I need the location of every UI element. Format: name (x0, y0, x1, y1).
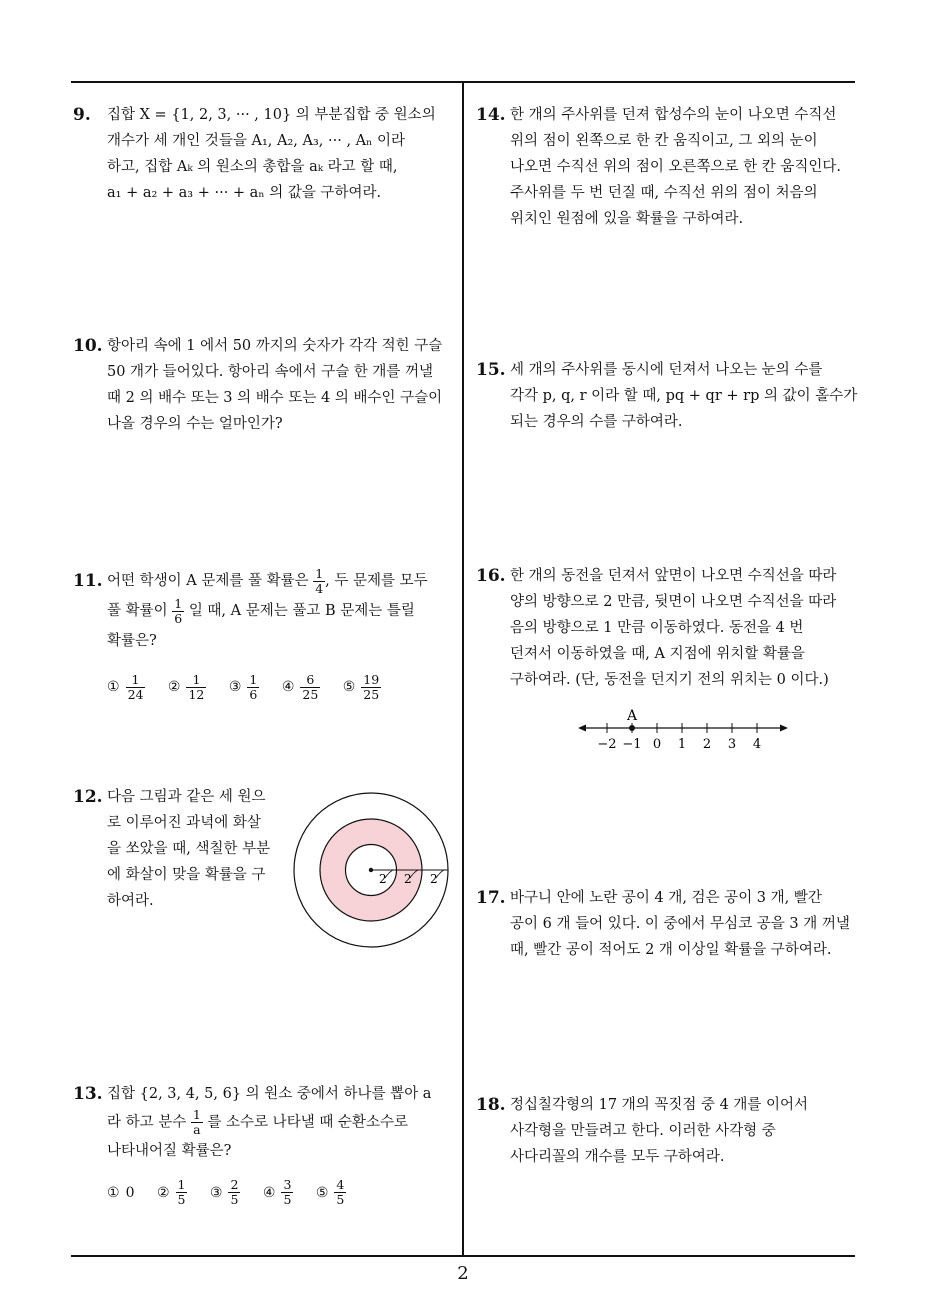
fraction (191, 1108, 203, 1137)
problem-number: 12. (73, 787, 103, 807)
point-a-label: A (626, 708, 638, 724)
problem-text (107, 1080, 431, 1165)
radius-label: 2 (404, 872, 412, 886)
text-span: 라 하고 분수 (107, 1114, 187, 1131)
denominator: 25 (363, 686, 380, 702)
text-line: 되는 경우의 수를 구하여라. (510, 414, 683, 430)
text-line: a₁ + a₂ + a₃ + ··· + aₙ 의 값을 구하여라. (107, 185, 382, 201)
problem-text (510, 563, 836, 693)
problem-number: 17. (476, 888, 506, 908)
numerator: 3 (283, 1177, 292, 1192)
choice-5[interactable] (343, 672, 381, 702)
text-line: 하여라. (107, 893, 154, 909)
fraction (247, 673, 259, 702)
problem-text (107, 566, 428, 656)
choice-mark: ② (167, 679, 181, 695)
text-line: 한 개의 주사위를 던져 합성수의 눈이 나오면 수직선 (510, 107, 837, 123)
text-line: 을 쏘았을 때, 색칠한 부분 (107, 841, 271, 857)
tick-label: −2 (597, 737, 617, 752)
fraction (172, 597, 184, 626)
radius-label: 2 (379, 872, 387, 886)
problem-text (107, 333, 442, 437)
text-line: 하고, 집합 Aₖ 의 원소의 총합을 aₖ 라고 할 때, (107, 159, 398, 175)
numerator: 1 (192, 1107, 201, 1122)
choice-mark: ③ (209, 1184, 223, 1201)
text-line: 때 2 의 배수 또는 3 의 배수 또는 4 의 배수인 구슬이 (107, 390, 443, 406)
text-line: 음의 방향으로 1 만큼 이동하였다. 동전을 4 번 (510, 620, 804, 636)
text-line: 주사위를 두 번 던질 때, 수직선 위의 점이 처음의 (510, 185, 818, 201)
text-line: 정십칠각형의 17 개의 꼭짓점 중 4 개를 이어서 (510, 1097, 809, 1113)
text-line: 던져서 이동하였을 때, A 지점에 위치할 확률을 (510, 646, 805, 662)
text-line: 집합 X = {1, 2, 3, ··· , 10} 의 부분집합 중 원소의 (107, 107, 436, 123)
text-line: 한 개의 동전을 던져서 앞면이 나오면 수직선을 따라 (510, 568, 837, 584)
numerator: 1 (186, 673, 206, 688)
text-line: 에 화살이 맞을 확률을 구 (107, 867, 266, 883)
text-line (107, 566, 428, 596)
numerator: 6 (300, 673, 320, 688)
text-line: 공이 6 개 들어 있다. 이 중에서 무심코 공을 3 개 꺼낼 (510, 916, 850, 932)
denominator: 12 (188, 686, 205, 702)
denominator: 5 (230, 1192, 239, 1207)
text-line: 때, 빨간 공이 적어도 2 개 이상일 확률을 구하여라. (510, 942, 832, 958)
denominator: 5 (177, 1192, 186, 1207)
choice-mark: ① (107, 1184, 120, 1201)
choice-5[interactable] (316, 1178, 347, 1207)
fraction (186, 673, 206, 702)
text-line: 사다리꼴의 개수를 모두 구하여라. (510, 1149, 725, 1165)
choice-4[interactable] (282, 672, 320, 702)
numerator: 1 (174, 595, 183, 611)
denominator: 24 (127, 686, 144, 702)
text-line: 50 개가 들어있다. 항아리 속에서 구슬 한 개를 꺼낼 (107, 364, 434, 380)
text-line: 개수가 세 개인 것들을 A₁, A₂, A₃, ··· , Aₙ 이라 (107, 133, 406, 149)
text-line: 위치인 원점에 있을 확률을 구하여라. (510, 211, 744, 227)
numerator: 19 (363, 671, 380, 687)
problem-number: 14. (476, 105, 506, 125)
text-line: 사각형을 만들려고 한다. 이러한 사각형 중 (510, 1123, 776, 1139)
number-line (574, 704, 794, 754)
denominator: 5 (336, 1192, 345, 1207)
choice-mark: ③ (228, 679, 242, 695)
problem-text (107, 102, 436, 206)
problem-number: 13. (73, 1084, 103, 1104)
text-line: 세 개의 주사위를 동시에 던져서 나오는 눈의 수를 (510, 362, 823, 378)
right-arrow (780, 725, 788, 732)
fraction (313, 567, 325, 596)
text-line: 구하여라. (단, 동전을 던지기 전의 위치는 0 이다.) (510, 672, 829, 688)
tick-label: 1 (677, 737, 687, 752)
problem-number: 11. (73, 571, 103, 591)
choice-2[interactable] (168, 672, 206, 702)
bottom-rule (71, 1255, 855, 1257)
tick-label: 3 (727, 737, 737, 752)
text-line (107, 596, 428, 626)
tick-label: 4 (752, 737, 762, 752)
problem-number: 15. (476, 360, 506, 380)
radius-label: 2 (430, 872, 438, 886)
answer-choices (107, 1178, 364, 1207)
choice-2[interactable] (157, 1178, 188, 1207)
column-divider (462, 82, 464, 1255)
numerator: 1 (177, 1177, 186, 1192)
denominator: 6 (249, 686, 258, 702)
choice-3[interactable] (210, 1178, 241, 1207)
text-span: 풀 확률이 (107, 603, 168, 619)
numerator: 4 (336, 1177, 345, 1192)
point-a-dot (629, 725, 635, 731)
problem-number: 10. (73, 336, 103, 356)
numerator: 1 (315, 565, 324, 581)
choice-3[interactable] (229, 672, 260, 702)
text-line: 확률은? (107, 633, 157, 649)
denominator: 4 (315, 580, 324, 596)
text-line: 나오면 수직선 위의 점이 오른쪽으로 한 칸 움직인다. (510, 159, 842, 175)
fraction (228, 1178, 240, 1207)
text-line: 나올 경우의 수는 얼마인가? (107, 416, 283, 432)
problem-number: 9. (73, 105, 91, 125)
tick-label: 0 (652, 737, 662, 752)
text-line: 바구니 안에 노란 공이 4 개, 검은 공이 3 개, 빨간 (510, 890, 822, 906)
text-line: 로 이루어진 과녁에 화살 (107, 815, 261, 831)
choice-1[interactable] (107, 1179, 134, 1207)
choice-value: 0 (125, 1184, 135, 1201)
text-line: 집합 {2, 3, 4, 5, 6} 의 원소 중에서 하나를 뽑아 a (107, 1086, 432, 1102)
text-line: 각각 p, q, r 이라 할 때, pq + qr + rp 의 값이 홀수가 (510, 388, 858, 404)
fraction (126, 673, 146, 702)
text-line: 위의 점이 왼쪽으로 한 칸 움직이고, 그 외의 눈이 (510, 133, 818, 149)
tick-label: 2 (702, 737, 712, 752)
answer-choices (107, 672, 399, 702)
ticks (597, 723, 761, 752)
fraction (334, 1178, 346, 1207)
choice-4[interactable] (263, 1178, 294, 1207)
text-span: 일 때, A 문제는 풀고 B 문제는 틀릴 (188, 603, 415, 619)
text-span: 를 소수로 나타낼 때 순환소수로 (207, 1114, 408, 1131)
left-arrow (578, 725, 586, 732)
text-line: 양의 방향으로 2 만큼, 뒷면이 나오면 수직선을 따라 (510, 594, 837, 610)
numerator: 2 (230, 1177, 239, 1192)
problem-text (107, 784, 270, 914)
problem-text (510, 1092, 808, 1170)
denominator: 6 (174, 610, 183, 626)
choice-1[interactable] (107, 672, 145, 702)
choice-mark: ⑤ (315, 1184, 329, 1201)
text-span: , 두 문제를 모두 (325, 573, 428, 589)
problem-text (510, 357, 857, 435)
text-line: 항아리 속에 1 에서 50 까지의 숫자가 각각 적힌 구슬 (107, 338, 443, 354)
text-span: 어떤 학생이 A 문제를 풀 확률은 (107, 573, 309, 589)
denominator: 25 (302, 686, 319, 702)
numerator: 1 (249, 671, 258, 687)
denominator: a (193, 1122, 201, 1137)
text-line (107, 1108, 431, 1137)
page-number: 2 (457, 1263, 469, 1284)
problem-number: 16. (476, 566, 506, 586)
text-line: 나타내어질 확률은? (107, 1143, 232, 1159)
tick-label: −1 (622, 737, 642, 752)
fraction (176, 1178, 188, 1207)
problem-number: 18. (476, 1095, 506, 1115)
center-point (369, 868, 373, 872)
problem-text (510, 102, 841, 232)
fraction (300, 673, 320, 702)
fraction (281, 1178, 293, 1207)
numerator: 1 (126, 673, 146, 688)
text-line: 다음 그림과 같은 세 원으 (107, 789, 266, 805)
choice-mark: ⑤ (342, 679, 356, 695)
choice-mark: ① (107, 679, 120, 695)
choice-mark: ② (156, 1184, 170, 1201)
fraction (361, 673, 381, 702)
choice-mark: ④ (262, 1184, 276, 1201)
problem-text (510, 885, 850, 963)
target-figure (293, 790, 453, 950)
denominator: 5 (283, 1192, 292, 1207)
choice-mark: ④ (281, 679, 295, 695)
